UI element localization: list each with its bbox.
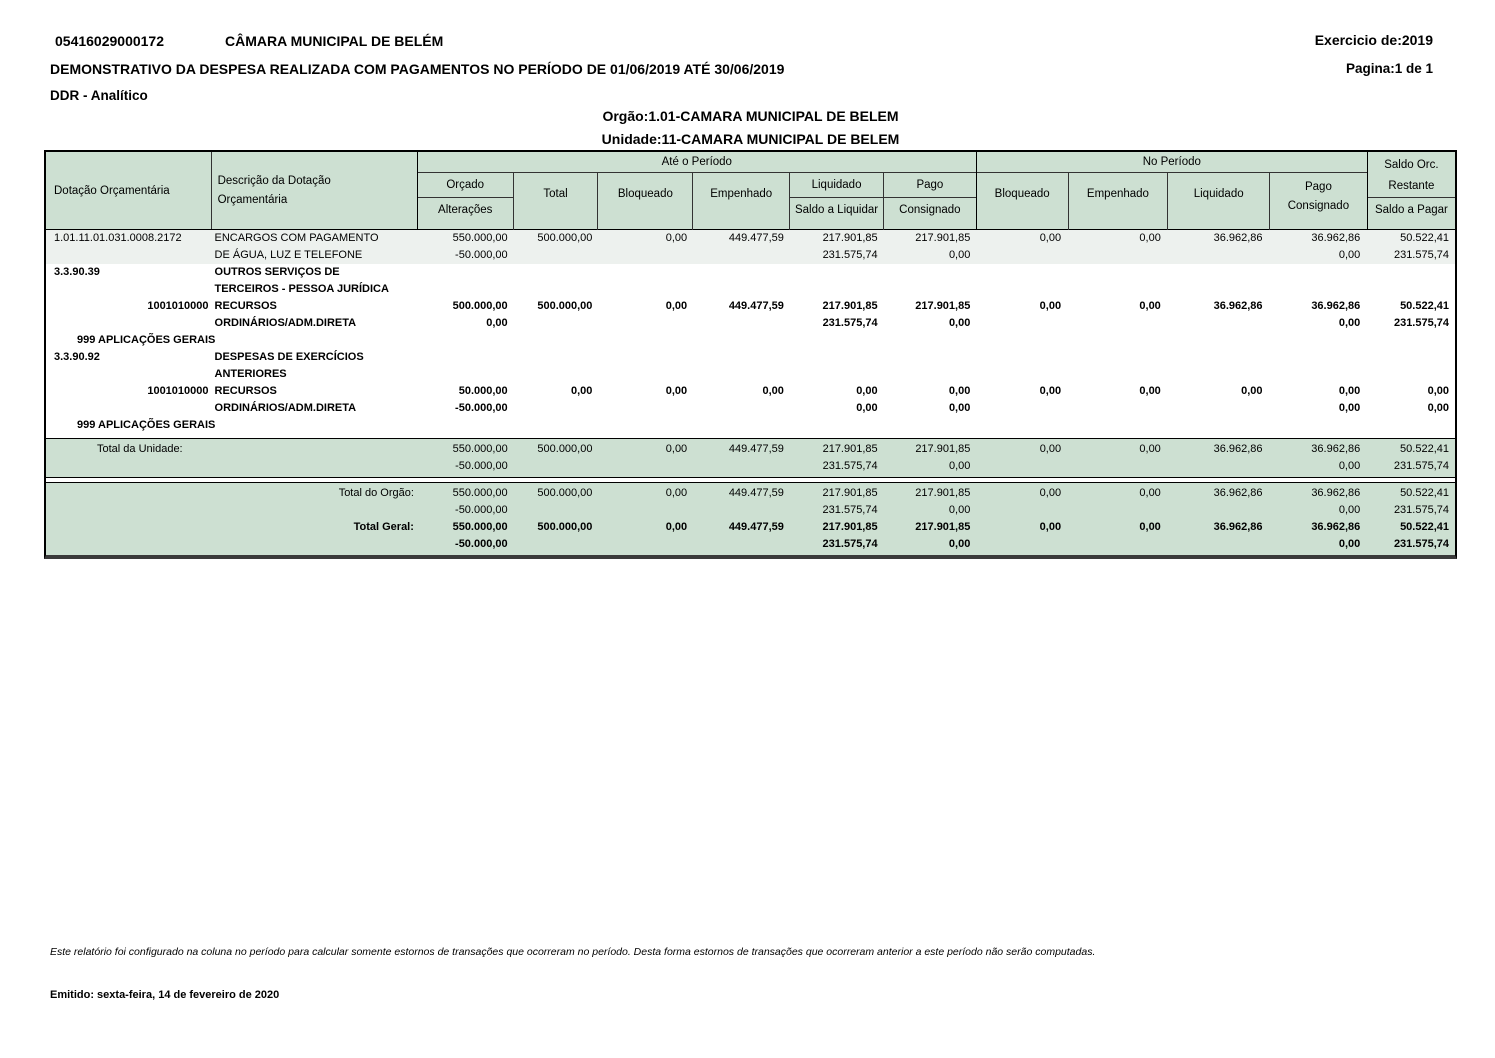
table-cell: [693, 264, 790, 281]
table-cell: [1269, 417, 1367, 434]
table-cell: [598, 247, 693, 264]
table-cell: 0,00: [570, 385, 593, 397]
table-cell: [1067, 458, 1167, 475]
table-header: [44, 150, 1457, 230]
table-cell: OUTROS SERVIÇOS DE: [214, 266, 340, 278]
table-cell: 0,00: [1338, 460, 1361, 472]
table-cell: 500.000,00: [537, 232, 593, 244]
table-cell: 0,00: [1338, 317, 1361, 329]
table-cell: 0,00: [948, 504, 971, 516]
table-cell: 500.000,00: [537, 443, 593, 455]
table-cell: [598, 502, 693, 519]
table-cell: [419, 349, 514, 366]
table-cell: 0,00: [1139, 300, 1161, 312]
table-cell: 50.000,00: [458, 385, 508, 397]
header-saldo-orc-restante: Saldo Orc. Restante Saldo a Pagar: [1367, 152, 1455, 229]
table-cell: [1167, 247, 1269, 264]
table-cell: 0,00: [486, 317, 508, 329]
table-cell: RECURSOS: [214, 300, 277, 312]
table-cell: [1067, 366, 1167, 383]
table-row: [46, 247, 1455, 264]
table-cell: 0,00: [948, 317, 971, 329]
table-cell: 217.901,85: [822, 232, 878, 244]
header-group-no-periodo: [976, 152, 1367, 229]
table-cell: RECURSOS: [214, 385, 277, 397]
table-cell: DE ÁGUA, LUZ E TELEFONE: [214, 249, 363, 261]
table-cell: 500.000,00: [537, 521, 593, 533]
table-cell: [790, 366, 884, 383]
table-cell: 550.000,00: [452, 232, 508, 244]
table-row: [46, 230, 1455, 247]
table-cell: [598, 281, 693, 298]
table-cell: 36.962,86: [1213, 300, 1263, 312]
report-footnote: Este relatório foi configurado na coluna no período para calcular somente estornos de transações que ocorreram no período. Desta forma estornos de transações que ocorreram anterior a este período não serão computadas.: [50, 946, 1096, 958]
table-cell: [514, 417, 599, 434]
table-cell: [976, 536, 1067, 553]
table-row: [46, 298, 1455, 315]
header-liquidado-no: Liquidado: [1167, 173, 1269, 230]
table-cell: 0,00: [1241, 385, 1263, 397]
header-dotacao: Dotação Orçamentária: [54, 184, 170, 197]
table-cell: [419, 366, 514, 383]
table-cell: [46, 366, 212, 383]
table-cell: 0,00: [1139, 232, 1161, 244]
table-cell: 36.962,86: [1311, 443, 1361, 455]
table-row: [46, 383, 1455, 400]
table-cell: 449.477,59: [728, 487, 784, 499]
table-cell: 36.962,86: [1213, 487, 1263, 499]
table-cell: -50.000,00: [455, 460, 508, 472]
table-cell: [693, 366, 790, 383]
table-cell: [693, 400, 790, 417]
table-cell: 36.962,86: [1311, 232, 1361, 244]
table-cell: [790, 281, 884, 298]
table-cell: 50.522,41: [1400, 487, 1449, 499]
table-cell: 36.962,86: [1311, 300, 1361, 312]
table-cell: [976, 458, 1067, 475]
table-cell: [1167, 536, 1269, 553]
table-cell: [1366, 366, 1455, 383]
table-cell: 550.000,00: [452, 443, 508, 455]
orgao-heading: Orgão:1.01-CAMARA MUNICIPAL DE BELEM: [602, 108, 899, 124]
table-cell: [514, 458, 599, 475]
table-cell: 0,00: [1139, 521, 1161, 533]
table-cell: [1067, 349, 1167, 366]
total-label: [46, 458, 419, 475]
table-cell: 500.000,00: [537, 487, 593, 499]
header-group-ate-periodo: [417, 152, 976, 229]
table-cell: [884, 332, 977, 349]
header-orcado-alteracoes: Orçado Alterações: [418, 173, 513, 230]
table-cell: 0,00: [665, 300, 688, 312]
total-label: [46, 502, 419, 519]
unidade-heading: Unidade:11-CAMARA MUNICIPAL DE BELEM: [601, 131, 900, 147]
table-cell: [1366, 281, 1455, 298]
table-row: [46, 349, 1455, 366]
table-cell: [1167, 332, 1269, 349]
total-label: [46, 536, 419, 553]
table-cell: [1067, 281, 1167, 298]
total-row-line2: [46, 502, 1455, 519]
table-cell: DESPESAS DE EXERCÍCIOS: [214, 351, 364, 363]
table-cell: [693, 502, 790, 519]
table-cell: [693, 332, 790, 349]
table-cell: 50.522,41: [1400, 300, 1449, 312]
table-cell: [514, 502, 599, 519]
table-cell: [884, 366, 977, 383]
report-title: DEMONSTRATIVO DA DESPESA REALIZADA COM PAGAMENTOS NO PERÍODO DE 01/06/2019 ATÉ 30/06/2019: [50, 61, 785, 77]
table-cell: 231.575,74: [822, 504, 878, 516]
table-cell: [598, 315, 693, 332]
table-cell: 0,00: [1139, 385, 1161, 397]
table-cell: [598, 366, 693, 383]
table-cell: [1269, 264, 1367, 281]
table-row: [46, 315, 1455, 332]
table-cell: 999 APLICAÇÕES GERAIS: [77, 334, 216, 346]
table-cell: TERCEIROS - PESSOA JURÍDICA: [214, 283, 389, 295]
table-cell: 0,00: [1338, 249, 1361, 261]
table-cell: 0,00: [1139, 443, 1161, 455]
table-cell: 0,00: [856, 402, 878, 414]
emitted-date: Emitido: sexta-feira, 14 de fevereiro de 2020: [50, 989, 280, 1001]
table-cell: [976, 264, 1067, 281]
table-cell: [790, 332, 884, 349]
table-cell: [1067, 315, 1167, 332]
table-cell: 0,00: [1039, 487, 1062, 499]
table-cell: [976, 502, 1067, 519]
table-cell: [976, 417, 1067, 434]
table-cell: [1167, 417, 1269, 434]
table-cell: [514, 247, 599, 264]
table-cell: ORDINÁRIOS/ADM.DIRETA: [214, 402, 357, 414]
table-cell: 50.522,41: [1400, 232, 1450, 244]
table-cell: 0,00: [1338, 538, 1361, 550]
table-cell: [693, 281, 790, 298]
header-pago-consignado-no: Pago Consignado: [1269, 173, 1367, 230]
table-cell: [1366, 264, 1455, 281]
table-cell: 231.575,74: [822, 317, 878, 329]
table-cell: 0,00: [948, 385, 971, 397]
table-cell: 0,00: [856, 385, 878, 397]
table-cell: 550.000,00: [452, 487, 508, 499]
table-cell: [419, 264, 514, 281]
table-cell: [1167, 281, 1269, 298]
table-row: [46, 264, 1455, 281]
table-cell: 217.901,85: [822, 443, 878, 455]
header-liquidado-saldo: Liquidado Saldo a Liquidar: [789, 173, 883, 230]
table-cell: ORDINÁRIOS/ADM.DIRETA: [214, 317, 357, 329]
table-row: [46, 332, 1455, 349]
table-cell: [1167, 458, 1269, 475]
table-cell: [1366, 332, 1455, 349]
table-body: [44, 230, 1457, 434]
table-cell: 449.477,59: [728, 521, 784, 533]
table-cell: [598, 332, 693, 349]
table-cell: ANTERIORES: [214, 368, 287, 380]
table-cell: [693, 536, 790, 553]
table-cell: [1167, 315, 1269, 332]
table-cell: ENCARGOS COM PAGAMENTO: [214, 232, 379, 244]
table-cell: 0,00: [1039, 521, 1062, 533]
table-cell: [693, 349, 790, 366]
total-row: [46, 441, 1455, 458]
table-cell: [1269, 366, 1367, 383]
table-cell: [598, 536, 693, 553]
table-row: [46, 417, 1455, 434]
table-cell: [514, 315, 599, 332]
table-cell: [790, 264, 884, 281]
table-cell: [976, 247, 1067, 264]
table-cell: [1269, 349, 1367, 366]
table-cell: 550.000,00: [452, 521, 508, 533]
table-cell: [693, 458, 790, 475]
total-label: Total da Unidade:: [97, 443, 183, 455]
table-cell: [514, 349, 599, 366]
table-cell: 0,00: [948, 249, 971, 261]
table-cell: [884, 281, 977, 298]
expense-table: [44, 150, 1457, 559]
table-cell: 0,00: [1338, 504, 1361, 516]
total-row: [46, 519, 1455, 536]
table-cell: [976, 332, 1067, 349]
band-no-periodo: No Período: [977, 152, 1367, 173]
table-cell: [1067, 247, 1167, 264]
table-cell: 1001010000: [147, 300, 209, 312]
table-cell: [1366, 349, 1455, 366]
document-code: 05416029000172: [55, 33, 165, 49]
table-row: [46, 400, 1455, 417]
table-cell: 500.000,00: [537, 300, 593, 312]
table-cell: [1067, 417, 1167, 434]
table-cell: 231.575,74: [822, 460, 878, 472]
table-cell: 3.3.90.39: [54, 266, 100, 278]
table-cell: 0,00: [665, 443, 688, 455]
table-cell: 0,00: [762, 385, 784, 397]
table-cell: [598, 417, 693, 434]
table-cell: [46, 281, 212, 298]
total-row-line2: [46, 536, 1455, 553]
table-cell: [1067, 332, 1167, 349]
report-type: DDR - Analítico: [50, 88, 148, 103]
table-cell: 0,00: [665, 521, 688, 533]
table-cell: 217.901,85: [915, 521, 971, 533]
table-cell: 36.962,86: [1213, 232, 1263, 244]
table-cell: [514, 400, 599, 417]
table-cell: [976, 400, 1067, 417]
table-cell: [419, 281, 514, 298]
table-cell: [976, 349, 1067, 366]
header-empenhado-no: Empenhado: [1068, 173, 1168, 230]
table-cell: 231.575,74: [1393, 317, 1450, 329]
table-cell: -50.000,00: [455, 538, 508, 550]
table-cell: -50.000,00: [455, 249, 508, 261]
table-cell: [693, 417, 790, 434]
table-cell: 3.3.90.92: [54, 351, 100, 363]
table-cell: 0,00: [1039, 300, 1062, 312]
table-cell: [790, 349, 884, 366]
table-cell: [1167, 366, 1269, 383]
table-cell: 231.575,74: [1393, 538, 1449, 550]
table-cell: 0,00: [948, 538, 971, 550]
table-cell: [790, 417, 884, 434]
table-cell: 0,00: [1338, 385, 1361, 397]
exercise-year: Exercicio de:2019: [1314, 32, 1433, 48]
table-cell: [976, 366, 1067, 383]
table-cell: [598, 349, 693, 366]
table-row: [46, 281, 1455, 298]
total-row-line2: [46, 458, 1455, 475]
table-cell: [514, 366, 599, 383]
table-cell: 0,00: [665, 385, 688, 397]
page-number: Pagina:1 de 1: [1345, 61, 1433, 76]
table-cell: 0,00: [1338, 402, 1361, 414]
header-bloqueado-ate: Bloqueado: [597, 173, 692, 230]
table-cell: [514, 264, 599, 281]
table-cell: [884, 349, 977, 366]
table-cell: 36.962,86: [1311, 521, 1361, 533]
table-cell: [419, 417, 514, 434]
table-cell: 36.962,86: [1311, 487, 1361, 499]
table-cell: 217.901,85: [915, 300, 971, 312]
header-pago-consignado-ate: Pago Consignado: [883, 173, 976, 230]
table-cell: [1167, 400, 1269, 417]
table-cell: 231.575,74: [1393, 460, 1449, 472]
table-cell: 231.575,74: [822, 538, 878, 550]
table-cell: 500.000,00: [452, 300, 508, 312]
table-cell: [514, 281, 599, 298]
table-cell: 0,00: [665, 487, 688, 499]
table-cell: [1167, 349, 1269, 366]
table-cell: 217.901,85: [915, 487, 971, 499]
table-cell: [46, 400, 212, 417]
header-empenhado-ate: Empenhado: [692, 173, 789, 230]
table-cell: [693, 247, 790, 264]
table-cell: [693, 315, 790, 332]
table-cell: 217.901,85: [915, 232, 971, 244]
table-cell: [419, 332, 514, 349]
table-cell: 50.522,41: [1400, 443, 1449, 455]
table-cell: [1167, 264, 1269, 281]
table-cell: 0,00: [1039, 443, 1062, 455]
table-cell: 231.575,74: [822, 249, 878, 261]
total-label: Total Geral:: [353, 521, 414, 533]
table-cell: [976, 281, 1067, 298]
table-cell: [1067, 536, 1167, 553]
table-cell: 0,00: [1139, 487, 1161, 499]
table-cell: [1067, 264, 1167, 281]
table-cell: [598, 400, 693, 417]
table-cell: 0,00: [1427, 402, 1450, 414]
table-cell: 231.575,74: [1393, 504, 1449, 516]
table-cell: -50.000,00: [455, 504, 508, 516]
band-ate-periodo: Até o Período: [418, 152, 976, 173]
table-cell: -50.000,00: [455, 402, 508, 414]
table-cell: [976, 315, 1067, 332]
total-unidade-band: [46, 438, 1455, 478]
table-cell: 50.522,41: [1400, 521, 1449, 533]
table-cell: 999 APLICAÇÕES GERAIS: [77, 419, 216, 431]
table-cell: [46, 315, 212, 332]
table-cell: [884, 417, 977, 434]
table-cell: [1067, 502, 1167, 519]
table-cell: 449.477,59: [728, 300, 784, 312]
table-cell: 217.901,85: [822, 487, 878, 499]
table-cell: [598, 264, 693, 281]
table-cell: 0,00: [665, 232, 688, 244]
table-cell: 0,00: [948, 402, 971, 414]
table-cell: [1269, 281, 1367, 298]
table-cell: 449.477,59: [728, 232, 784, 244]
table-cell: 36.962,86: [1213, 443, 1263, 455]
header-descricao: Descrição da Dotação Orçamentária: [211, 152, 417, 229]
table-cell: 0,00: [948, 460, 971, 472]
table-cell: 1.01.11.01.031.0008.2172: [54, 232, 182, 244]
table-cell: 36.962,86: [1213, 521, 1263, 533]
table-cell: [1366, 417, 1455, 434]
table-cell: [1167, 502, 1269, 519]
total-orgao-geral-band: [46, 482, 1455, 555]
table-cell: 0,00: [1039, 385, 1062, 397]
table-cell: 217.901,85: [822, 300, 878, 312]
table-cell: 0,00: [1427, 385, 1449, 397]
header-total: Total: [513, 173, 598, 230]
header-bloqueado-no: Bloqueado: [994, 188, 1050, 200]
table-cell: 449.477,59: [728, 443, 784, 455]
table-cell: 217.901,85: [822, 521, 878, 533]
table-totals: [44, 434, 1457, 559]
table-cell: [46, 247, 212, 264]
table-cell: [514, 332, 599, 349]
table-cell: [598, 458, 693, 475]
total-row: [46, 485, 1455, 502]
table-cell: [1067, 400, 1167, 417]
total-label: Total do Orgão:: [338, 487, 414, 499]
table-row: [46, 366, 1455, 383]
table-cell: 0,00: [1039, 232, 1062, 244]
table-cell: [1269, 332, 1367, 349]
table-cell: [884, 264, 977, 281]
table-cell: 217.901,85: [915, 443, 971, 455]
table-cell: 1001010000: [147, 385, 209, 397]
table-cell: [514, 536, 599, 553]
table-cell: 231.575,74: [1393, 249, 1450, 261]
organization-name: CÂMARA MUNICIPAL DE BELÉM: [225, 33, 444, 49]
